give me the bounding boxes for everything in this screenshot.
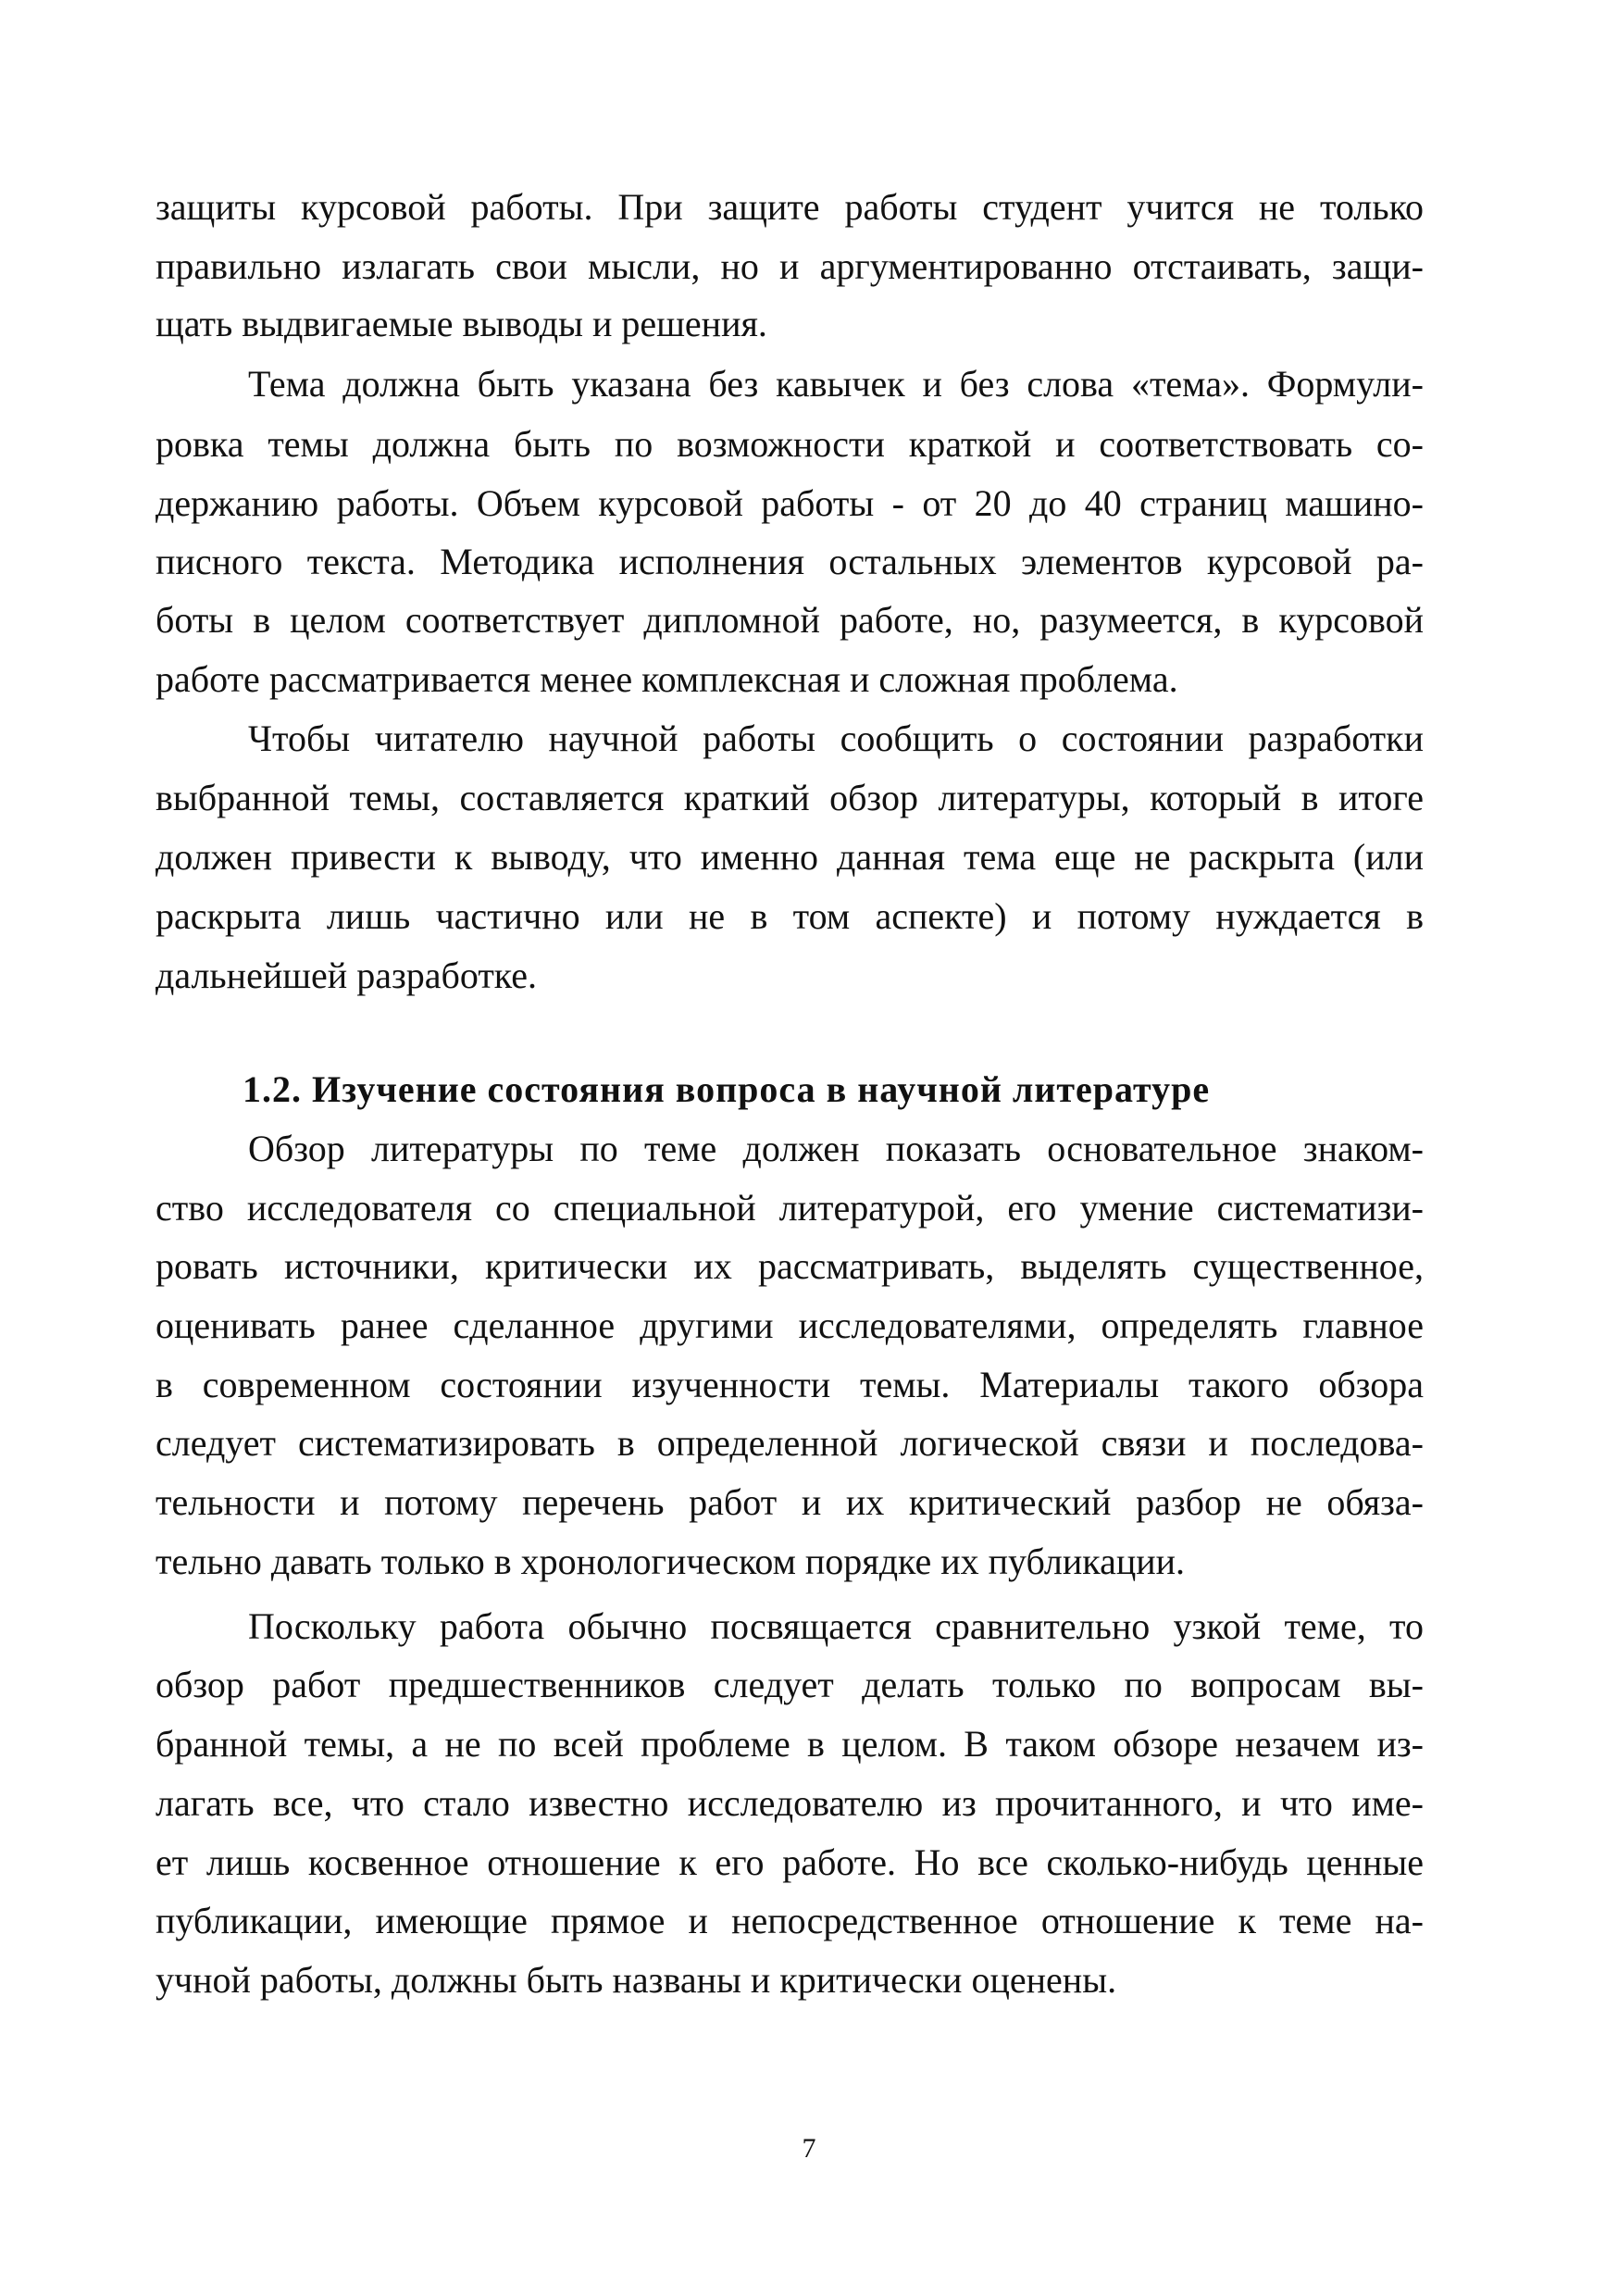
text-line: учной работы, должны быть названы и критически оценены. — [156, 1959, 1117, 2001]
text-line: Обзор литературы по теме должен показать основательное знаком- — [248, 1128, 1424, 1169]
text-line: публикации, имеющие прямое и непосредственное отношение к теме на- — [156, 1900, 1424, 1941]
text-line: защиты курсовой работы. При защите работы студент учится не только — [156, 186, 1424, 228]
text-line: раскрыта лишь частично или не в том аспекте) и потому нуждается в — [156, 895, 1424, 937]
text-line: бранной темы, а не по всей проблеме в целом. В таком обзоре незачем из- — [156, 1723, 1424, 1765]
text-line: Чтобы читателю научной работы сообщить о состоянии разработки — [248, 718, 1424, 759]
text-line: дальнейшей разработке. — [156, 955, 537, 996]
text-line: работе рассматривается менее комплексная и сложная проблема. — [156, 658, 1178, 700]
text-line: лагать все, что стало известно исследователю из прочитанного, и что име- — [156, 1782, 1424, 1824]
text-line: Тема должна быть указана без кавычек и без слова «тема». Формули- — [248, 363, 1424, 405]
text-line: ет лишь косвенное отношение к его работе. Но все сколько-нибудь ценные — [156, 1841, 1424, 1883]
text-line: в современном состоянии изученности темы. Материалы такого обзора — [156, 1364, 1424, 1405]
text-line: правильно излагать свои мысли, но и аргументированно отстаивать, защи- — [156, 245, 1424, 287]
text-line: обзор работ предшественников следует делать только по вопросам вы- — [156, 1664, 1424, 1705]
text-line: тельно давать только в хронологическом порядке их публикации. — [156, 1541, 1186, 1582]
text-line: следует систематизировать в определенной логической связи и последова- — [156, 1422, 1424, 1464]
text-line: оценивать ранее сделанное другими исследователями, определять главное — [156, 1304, 1424, 1346]
text-line: ство исследователя со специальной литературой, его умение систематизи- — [156, 1187, 1424, 1229]
text-line: щать выдвигаемые выводы и решения. — [156, 303, 767, 344]
text-line: должен привести к выводу, что именно данная тема еще не раскрыта (или — [156, 836, 1424, 878]
text-line: писного текста. Методика исполнения остальных элементов курсовой ра- — [156, 541, 1424, 582]
page-number: 7 — [802, 2133, 816, 2164]
text-line: держанию работы. Объем курсовой работы - от 20 до 40 страниц машино- — [156, 482, 1424, 524]
section-heading: 1.2. Изучение состояния вопроса в научной литературе — [243, 1068, 1211, 1110]
text-line: ровка темы должна быть по возможности краткой и соответствовать со- — [156, 423, 1424, 465]
text-line: боты в целом соответствует дипломной работе, но, разумеется, в курсовой — [156, 599, 1424, 641]
text-line: ровать источники, критически их рассматривать, выделять существенное, — [156, 1245, 1424, 1287]
text-line: выбранной темы, составляется краткий обзор литературы, который в итоге — [156, 777, 1424, 818]
text-line: тельности и потому перечень работ и их критический разбор не обяза- — [156, 1481, 1424, 1523]
text-line: Поскольку работа обычно посвящается сравнительно узкой теме, то — [248, 1605, 1424, 1647]
